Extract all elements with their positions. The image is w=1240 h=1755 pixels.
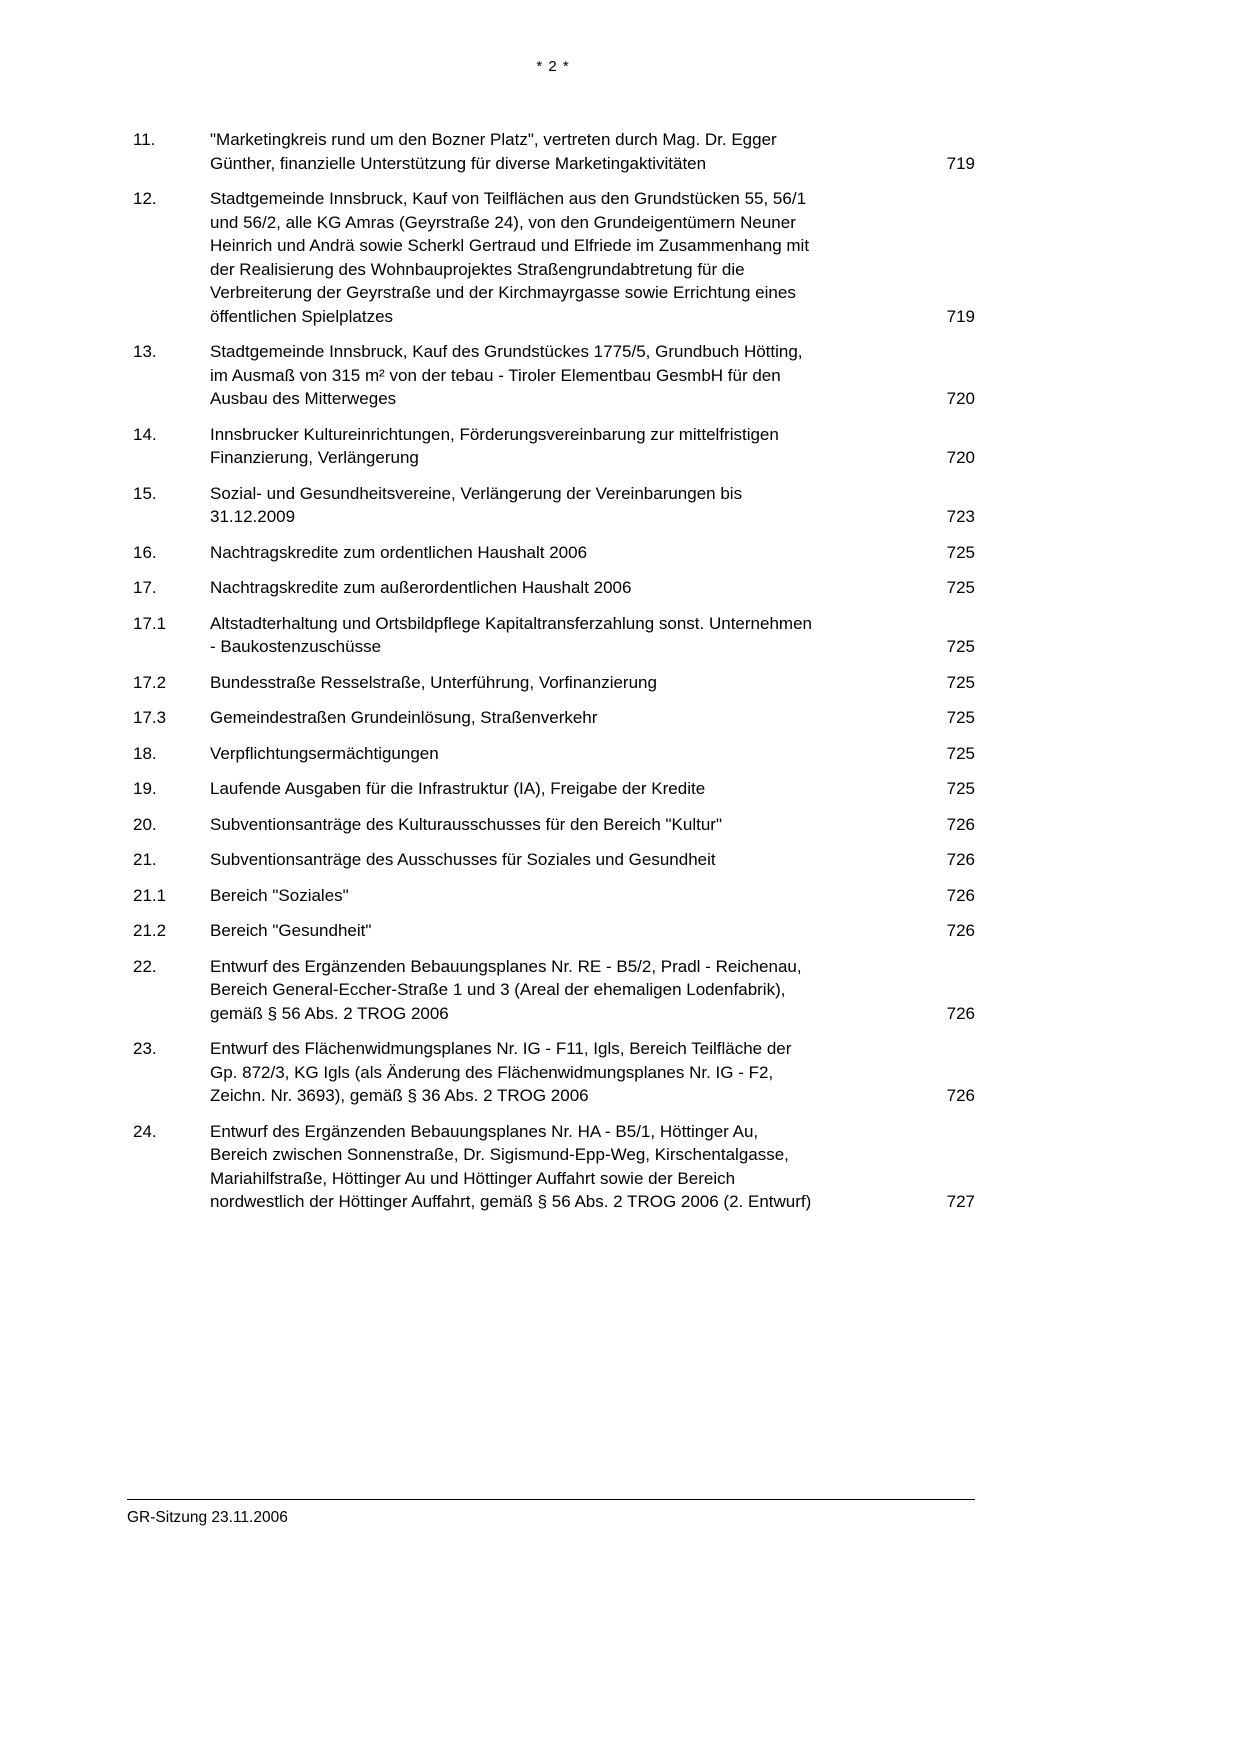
- toc-item: [133, 742, 975, 766]
- toc-item: [133, 423, 975, 470]
- item-number: 21.: [133, 850, 157, 869]
- item-number: 17.1: [133, 613, 167, 633]
- toc-item: [133, 187, 975, 328]
- item-page-number: 720: [946, 389, 975, 408]
- item-text: Subventionsanträge des Kulturausschusses für den Bereich "Kultur": [210, 814, 722, 834]
- item-text: Nachtragskredite zum ordentlichen Haushalt 2006: [210, 542, 588, 562]
- item-number: 17.: [133, 578, 157, 597]
- item-page-number: 720: [946, 448, 975, 467]
- toc-item: [133, 541, 975, 565]
- item-page-number: 725: [946, 542, 975, 562]
- toc-item: [133, 955, 975, 1026]
- item-number: 23.: [133, 1039, 157, 1058]
- item-page-number: 723: [946, 507, 975, 526]
- item-number: 24.: [133, 1121, 157, 1141]
- page-footer: [127, 1499, 975, 1527]
- item-page-number: 726: [946, 1086, 975, 1105]
- item-text: Bereich "Gesundheit": [210, 921, 372, 940]
- toc-item: [133, 848, 975, 872]
- toc-item: [133, 128, 975, 175]
- toc-item: [133, 340, 975, 411]
- item-page-number: 725: [946, 672, 975, 692]
- item-page-number: 719: [946, 306, 975, 326]
- item-text: Gemeindestraßen Grundeinlösung, Straßenverkehr: [210, 708, 598, 727]
- item-number: 11.: [133, 130, 156, 149]
- item-text: Entwurf des Ergänzenden Bebauungsplanes Nr. HA - B5/1, Höttinger Au, Bereich zwischen Sonnenstraße, Dr. Sigismund-Epp-Weg, Kirschentalgasse, Mariahilfstraße, Höttinger Au und Höttinger Auffahrt sowie der Bereich nordwestlich der Höttinger Auffahrt, gemäß § 56 Abs. 2 TROG 2006 (2. Entwurf): [210, 1121, 812, 1211]
- item-page-number: 726: [946, 885, 975, 905]
- item-number: 17.3: [133, 708, 167, 727]
- item-number: 19.: [133, 779, 157, 798]
- item-page-number: 725: [946, 779, 975, 798]
- toc-item: [133, 576, 975, 600]
- page-number-header: * 2 *: [536, 58, 570, 75]
- toc-item: [133, 482, 975, 529]
- item-text: Entwurf des Flächenwidmungsplanes Nr. IG - F11, Igls, Bereich Teilfläche der Gp. 872/3, KG Igls (als Änderung des Flächenwidmungsplanes Nr. IG - F2, Zeichn. Nr. 3693), gemäß § 36 Abs. 2 TROG 2006: [210, 1039, 792, 1105]
- item-text: Nachtragskredite zum außerordentlichen Haushalt 2006: [210, 578, 632, 597]
- item-text: Subventionsanträge des Ausschusses für Soziales und Gesundheit: [210, 850, 716, 869]
- item-page-number: 725: [946, 637, 975, 656]
- item-number: 14.: [133, 424, 157, 444]
- item-number: 21.1: [133, 885, 167, 905]
- item-page-number: 727: [946, 1192, 975, 1211]
- item-page-number: 725: [946, 708, 975, 727]
- item-page-number: 726: [946, 850, 975, 869]
- item-text: Innsbrucker Kultureinrichtungen, Förderungsvereinbarung zur mittelfristigen Finanzierung, Verlängerung: [210, 424, 779, 467]
- item-text: Stadtgemeinde Innsbruck, Kauf des Grundstückes 1775/5, Grundbuch Hötting, im Ausmaß von 315 m² von der tebau - Tiroler Elementbau GesmbH für den Ausbau des Mitterweges: [210, 342, 803, 408]
- item-text: Sozial- und Gesundheitsvereine, Verlängerung der Vereinbarungen bis 31.12.2009: [210, 483, 743, 526]
- item-page-number: 726: [946, 814, 975, 834]
- item-text: Verpflichtungsermächtigungen: [210, 743, 439, 763]
- item-number: 16.: [133, 542, 157, 562]
- item-page-number: 725: [946, 743, 975, 763]
- item-number: 20.: [133, 814, 157, 834]
- item-text: "Marketingkreis rund um den Bozner Platz", vertreten durch Mag. Dr. Egger Günther, finanzielle Unterstützung für diverse Marketingaktivitäten: [210, 130, 777, 173]
- item-text: Stadtgemeinde Innsbruck, Kauf von Teilflächen aus den Grundstücken 55, 56/1 und 56/2, alle KG Amras (Geyrstraße 24), von den Grundeigentümern Neuner Heinrich und Andrä sowie Scherkl Gertraud und Elfriede im Zusammenhang mit der Realisierung des Wohnbauprojektes Straßengrundabtretung für die Verbreiterung der Geyrstraße und der Kirchmayrgasse sowie Errichtung eines öffentlichen Spielplatzes: [210, 189, 810, 326]
- toc-item: [133, 777, 975, 801]
- toc-item: [133, 706, 975, 730]
- toc-item: [133, 671, 975, 695]
- item-number: 12.: [133, 189, 157, 208]
- item-text: Bereich "Soziales": [210, 885, 349, 905]
- toc-list: [133, 128, 975, 1226]
- item-page-number: 725: [946, 578, 975, 597]
- item-text: Entwurf des Ergänzenden Bebauungsplanes Nr. RE - B5/2, Pradl - Reichenau, Bereich General-Eccher-Straße 1 und 3 (Areal der ehemaligen Lodenfabrik), gemäß § 56 Abs. 2 TROG 2006: [210, 956, 802, 1023]
- toc-item: [133, 612, 975, 659]
- toc-item: [133, 1120, 975, 1214]
- item-number: 18.: [133, 743, 157, 763]
- item-text: Bundesstraße Resselstraße, Unterführung, Vorfinanzierung: [210, 672, 657, 692]
- item-text: Altstadterhaltung und Ortsbildpflege Kapitaltransferzahlung sonst. Unternehmen - Baukostenzuschüsse: [210, 613, 812, 656]
- item-number: 15.: [133, 483, 157, 503]
- toc-item: [133, 919, 975, 943]
- item-number: 13.: [133, 342, 157, 361]
- item-text: Laufende Ausgaben für die Infrastruktur (IA), Freigabe der Kredite: [210, 779, 706, 798]
- toc-item: [133, 884, 975, 908]
- footer-text: GR-Sitzung 23.11.2006: [127, 1509, 288, 1526]
- item-number: 21.2: [133, 921, 167, 940]
- item-number: 17.2: [133, 672, 167, 692]
- item-page-number: 726: [946, 921, 975, 940]
- toc-item: [133, 1037, 975, 1108]
- item-number: 22.: [133, 956, 157, 976]
- item-page-number: 726: [946, 1003, 975, 1023]
- item-page-number: 719: [946, 153, 975, 173]
- toc-item: [133, 813, 975, 837]
